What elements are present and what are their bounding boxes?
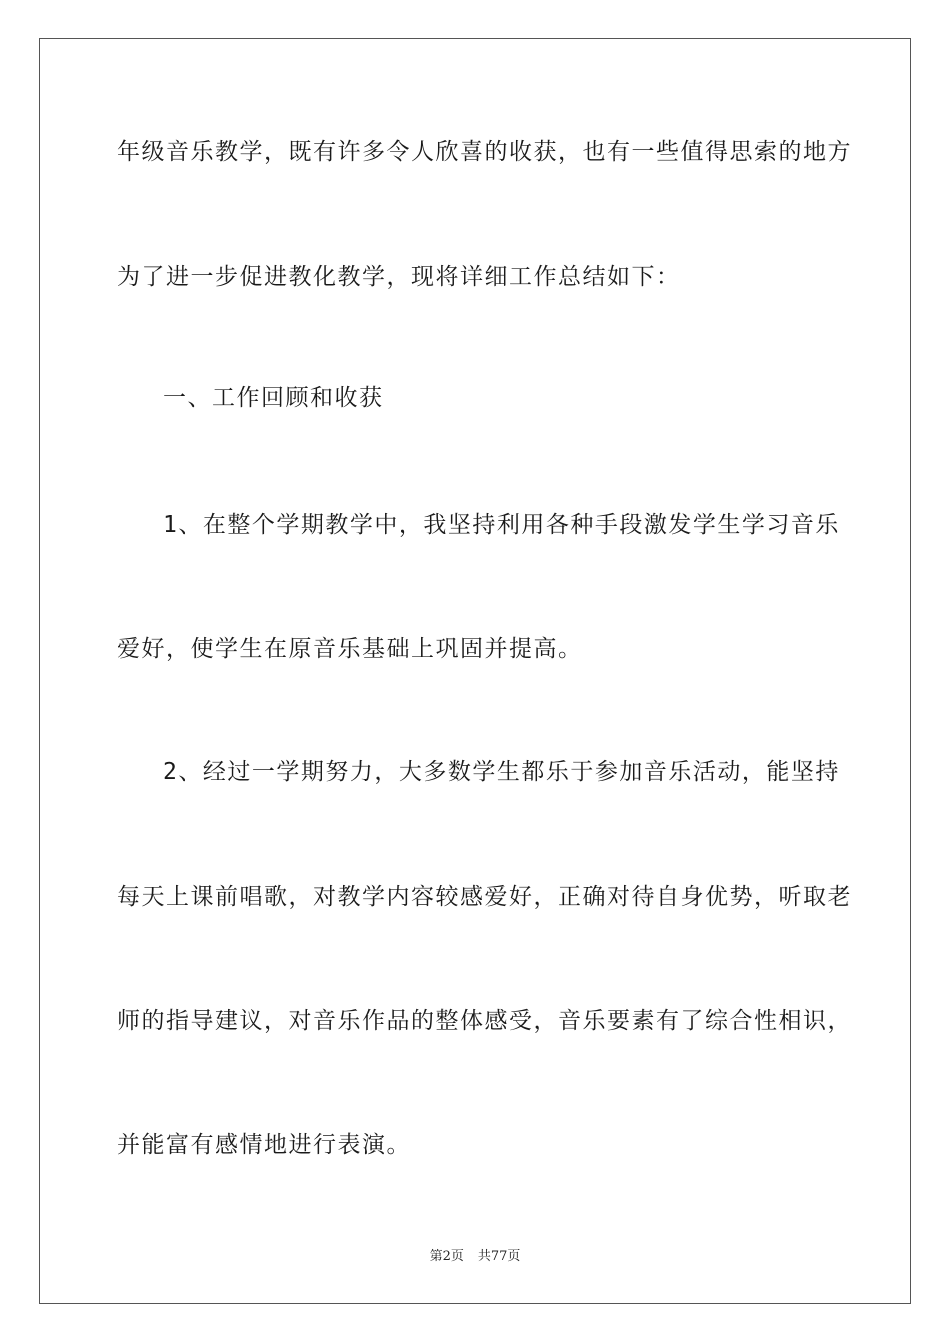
paragraph-line-5: 爱好，使学生在原音乐基础上巩固并提高。 xyxy=(117,636,583,662)
paragraph-line-1: 年级音乐教学，既有许多令人欣喜的收获，也有一些值得思索的地方 xyxy=(117,139,852,165)
paragraph-line-9: 并能富有感情地进行表演。 xyxy=(117,1132,411,1158)
paragraph-line-2: 为了进一步促进教化教学，现将详细工作总结如下： xyxy=(117,264,681,290)
paragraph-line-4: 1、在整个学期教学中，我坚持利用各种手段激发学生学习音乐 xyxy=(163,512,840,538)
paragraph-line-7: 每天上课前唱歌，对教学内容较感爱好，正确对待自身优势，听取老 xyxy=(117,884,852,910)
page-frame xyxy=(39,38,911,1304)
page-number: 第2页 xyxy=(429,1249,464,1264)
page-footer xyxy=(0,1248,950,1266)
paragraph-line-8: 师的指导建议，对音乐作品的整体感受，音乐要素有了综合性相识， xyxy=(117,1008,852,1034)
paragraph-line-6: 2、经过一学期努力，大多数学生都乐于参加音乐活动，能坚持 xyxy=(163,759,840,785)
section-heading: 一、工作回顾和收获 xyxy=(163,385,384,411)
page-total: 共77页 xyxy=(477,1249,521,1264)
